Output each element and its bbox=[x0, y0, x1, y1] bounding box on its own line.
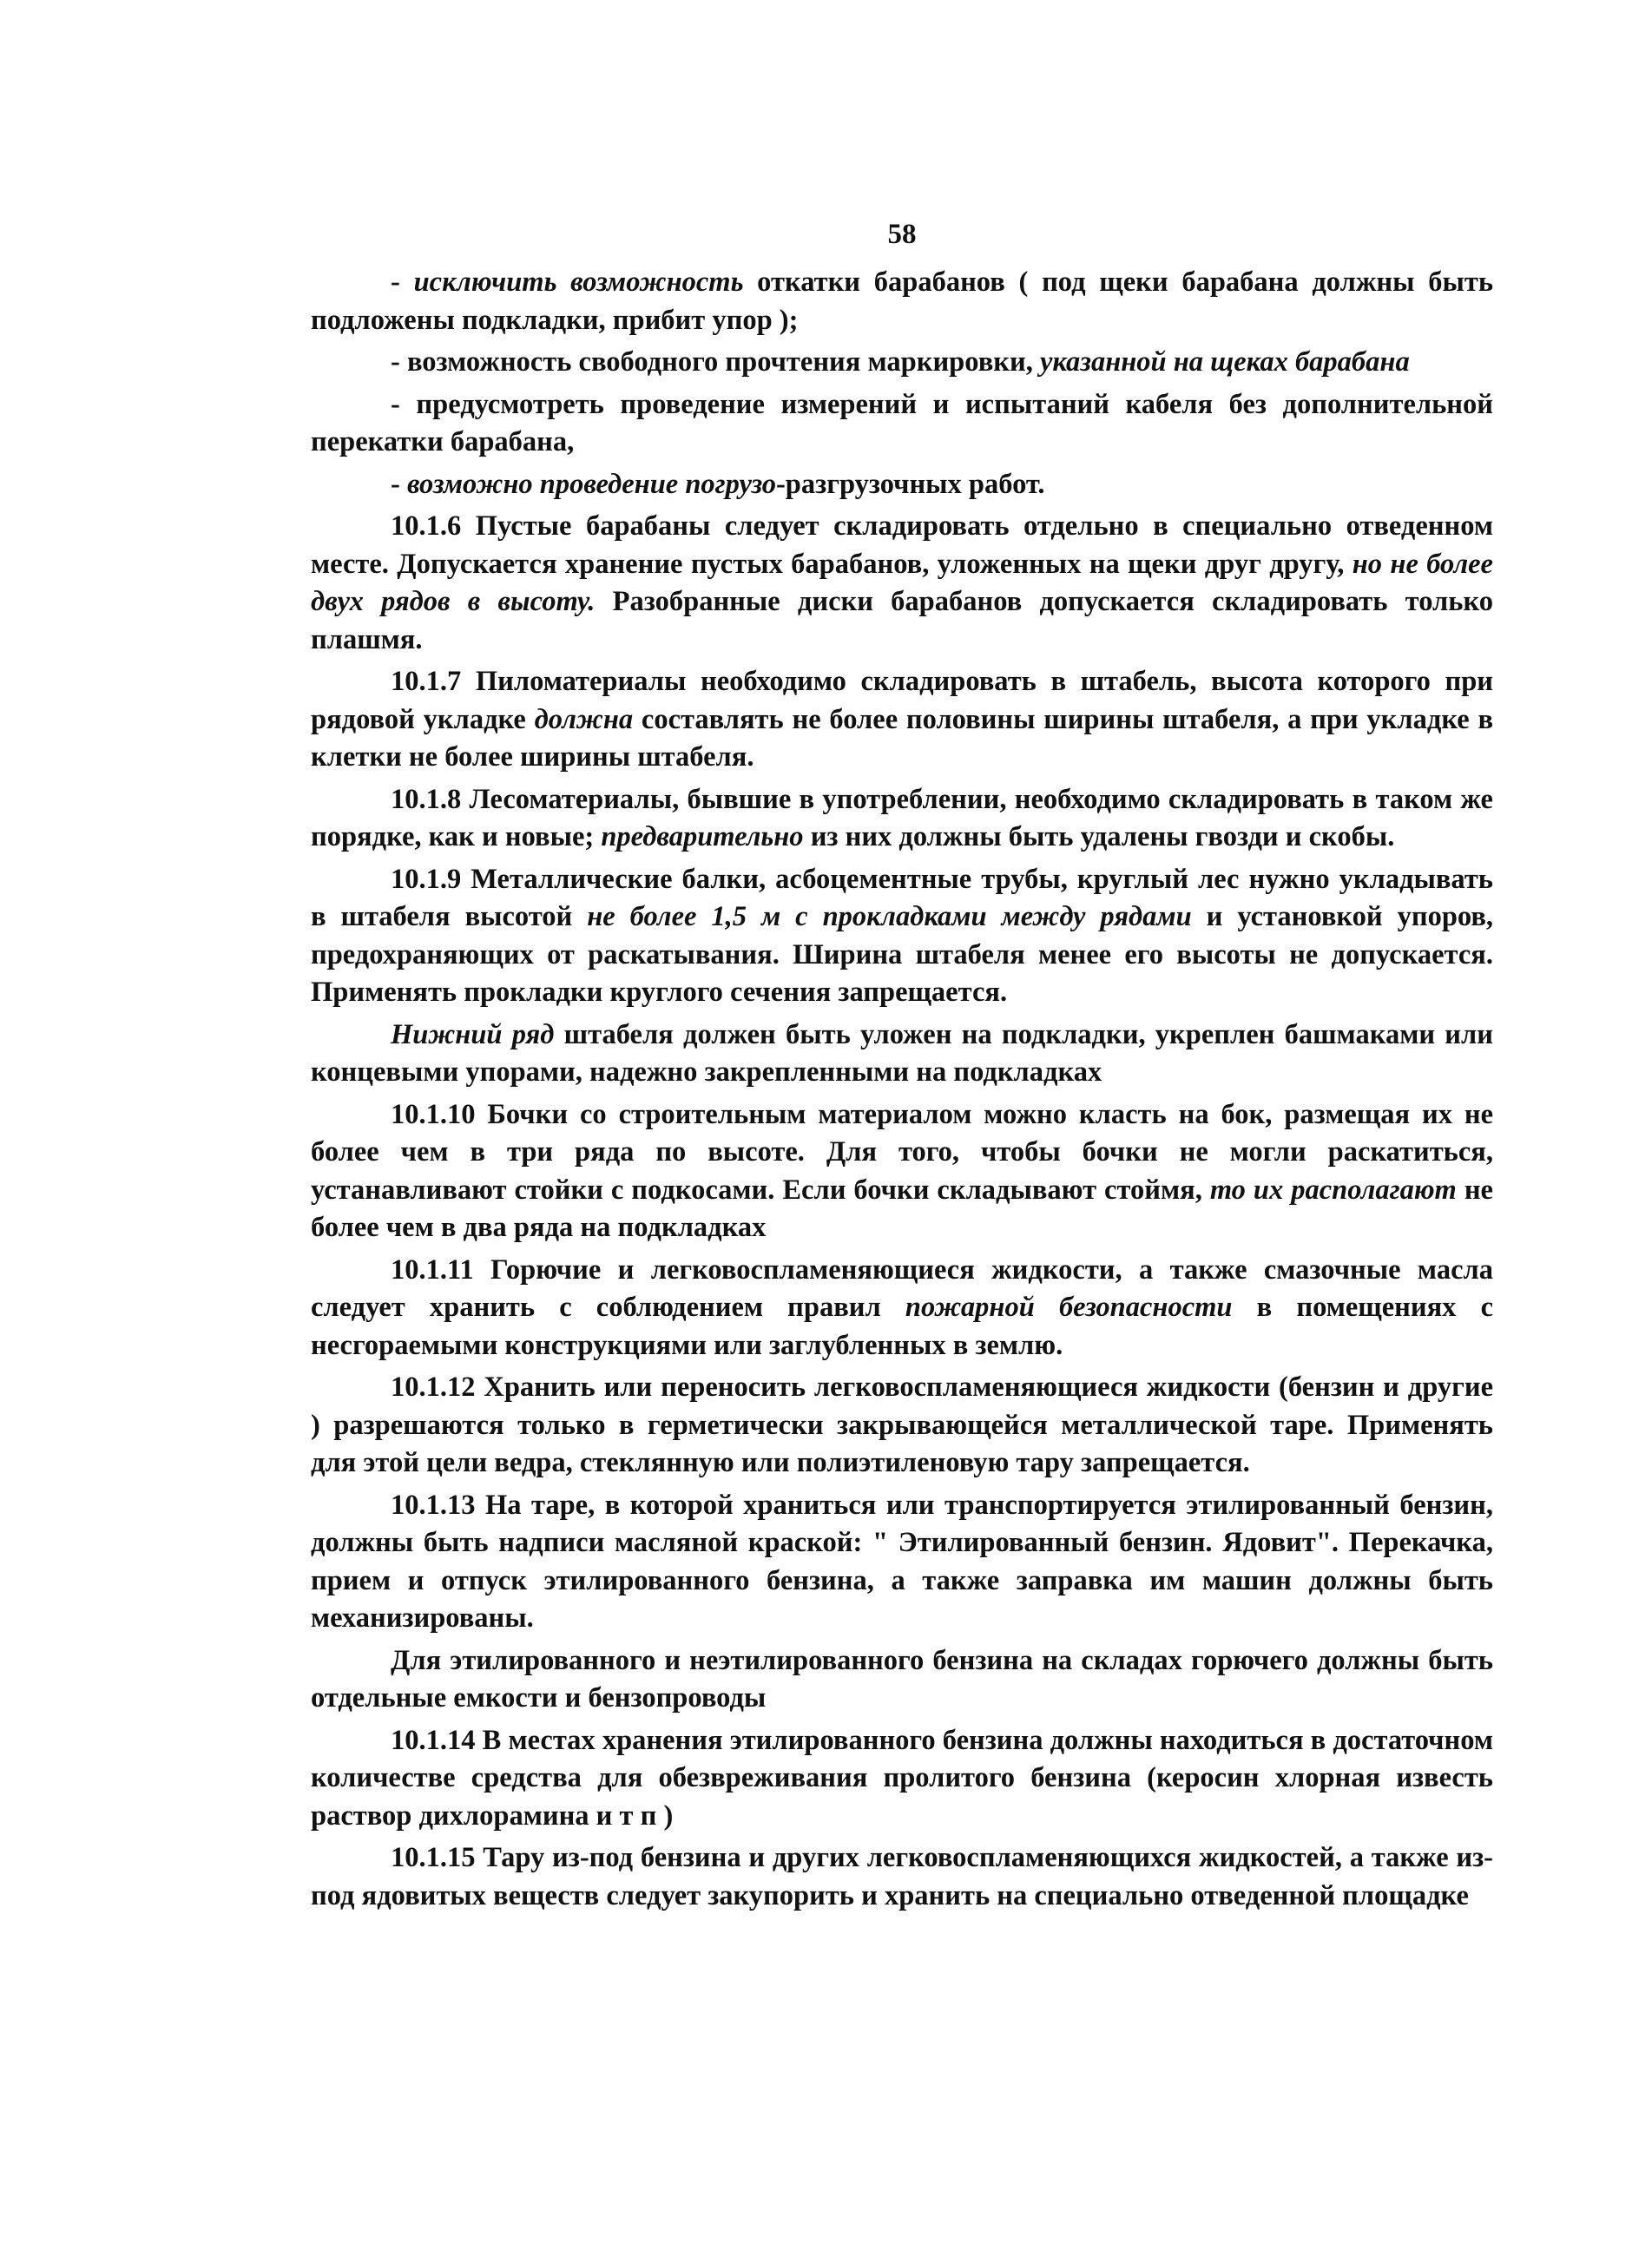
text-run: -разгрузочных работ. bbox=[775, 468, 1045, 500]
text-run: - возможность свободного прочтения маркировки, bbox=[391, 346, 1040, 378]
text-run: Разобранные диски барабанов допускается складировать только плашмя. bbox=[311, 586, 1493, 655]
text-run: не более чем в два ряда на подкладках bbox=[311, 1174, 1493, 1243]
paragraph bbox=[311, 1722, 1493, 1836]
paragraph-list bbox=[311, 508, 1493, 1915]
text-run: Для этилированного и неэтилированного бензина на складах горючего должны быть отдельные емкости и бензопроводы bbox=[311, 1644, 1493, 1714]
text-run: пожарной безопасности bbox=[905, 1292, 1233, 1323]
paragraph bbox=[311, 1096, 1493, 1247]
bullet-item bbox=[311, 386, 1493, 462]
bullet-item bbox=[311, 466, 1493, 504]
text-run: предварительно bbox=[601, 821, 804, 852]
paragraph bbox=[311, 781, 1493, 857]
text-run: должна bbox=[534, 703, 634, 735]
paragraph bbox=[311, 1642, 1493, 1718]
paragraph bbox=[311, 1839, 1493, 1915]
document-body bbox=[311, 264, 1493, 1915]
text-run: 10.1.7 Пиломатериалы необходимо складировать в штабель, высота которого при рядовой укладке bbox=[311, 666, 1493, 735]
text-run: 10.1.13 На таре, в которой храниться или транспортируется этилированный бензин, должны быть надписи масляной краской: " Этилированный бензин. Ядовит". Перекачка, прием и отпуск этилированного бензина, а также заправка им машин должны быть механизированы. bbox=[311, 1489, 1493, 1634]
bullet-item bbox=[311, 344, 1493, 382]
text-run: не более 1,5 м с прокладками между рядами bbox=[587, 901, 1192, 932]
text-run: и установкой упоров, предохраняющих от раскатывания. Ширина штабеля менее его высоты не допускается. Применять прокладки круглого сечения запрещается. bbox=[311, 901, 1494, 1008]
text-run: 10.1.11 Горючие и легковоспламеняющиеся жидкости, а также смазочные масла следует хранить с соблюдением правил bbox=[311, 1253, 1493, 1323]
paragraph bbox=[311, 1487, 1493, 1638]
paragraph bbox=[311, 1369, 1493, 1483]
text-run: то их располагают bbox=[1209, 1174, 1457, 1206]
text-run: но не более двух рядов в высоту. bbox=[311, 548, 1493, 617]
text-run: - bbox=[391, 468, 407, 500]
text-run: Нижний ряд bbox=[391, 1018, 555, 1050]
paragraph bbox=[311, 1252, 1493, 1365]
text-run: - предусмотреть проведение измерений и испытаний кабеля без дополнительной перекатки барабана, bbox=[311, 388, 1493, 457]
page-number: 58 bbox=[887, 219, 917, 250]
text-run: 10.1.14 В местах хранения этилированного бензина должны находиться в достаточном количестве средства для обезвреживания пролитого бензина (керосин хлорная известь раствор дихлорамина и т п ) bbox=[311, 1724, 1493, 1832]
text-run: 10.1.8 Лесоматериалы, бывшие в употреблении, необходимо складировать в таком же порядке, как и новые; bbox=[311, 783, 1493, 852]
text-run: откатки барабанов ( под щеки барабана должны быть подложены подкладки, прибит упор ); bbox=[311, 266, 1494, 336]
paragraph bbox=[311, 861, 1493, 1012]
text-run: 10.1.9 Металлические балки, асбоцементные трубы, круглый лес нужно укладывать в штабеля высотой bbox=[311, 863, 1493, 932]
text-run: 10.1.15 Тару из-под бензина и других легковоспламеняющихся жидкостей, а также из-под ядовитых веществ следует закупорить и хранить на специально отведенной площадке bbox=[311, 1842, 1493, 1911]
text-run: штабеля должен быть уложен на подкладки, укреплен башмаками или концевыми упорами, надежно закрепленными на подкладках bbox=[311, 1018, 1493, 1088]
text-run: - bbox=[391, 266, 414, 298]
text-run: 10.1.6 Пустые барабаны следует складировать отдельно в специально отведенном месте. Допускается хранение пустых барабанов, уложенных на щеки друг другу, bbox=[311, 510, 1493, 580]
text-run: указанной на щеках барабана bbox=[1039, 346, 1410, 378]
text-run: 10.1.10 Бочки со строительным материалом можно класть на бок, размещая их не более чем в три ряда по высоте. Для того, чтобы бочки не могли раскатиться, устанавливают стойки с подкосами. Если бочки складывают стоймя, bbox=[311, 1098, 1493, 1206]
document-page bbox=[311, 217, 1493, 1919]
bullet-item bbox=[311, 264, 1493, 339]
paragraph bbox=[311, 663, 1493, 777]
text-run: в помещениях с несгораемыми конструкциями или заглубленных в землю. bbox=[311, 1292, 1493, 1361]
text-run: из них должны быть удалены гвозди и скобы. bbox=[803, 821, 1395, 852]
paragraph bbox=[311, 1016, 1493, 1092]
text-run: 10.1.12 Хранить или переносить легковоспламеняющиеся жидкости (бензин и другие ) разрешаются только в герметически закрывающейся металлической таре. Применять для этой цели ведра, стеклянную или полиэтиленовую тару запрещается. bbox=[311, 1372, 1493, 1478]
text-run: возможно проведение погрузо bbox=[406, 468, 776, 500]
text-run: составлять не более половины ширины штабеля, а при укладке в клетки не более ширины штабеля. bbox=[311, 703, 1493, 773]
bullet-list bbox=[311, 264, 1493, 503]
text-run: исключить возможность bbox=[413, 266, 744, 298]
paragraph bbox=[311, 508, 1493, 659]
